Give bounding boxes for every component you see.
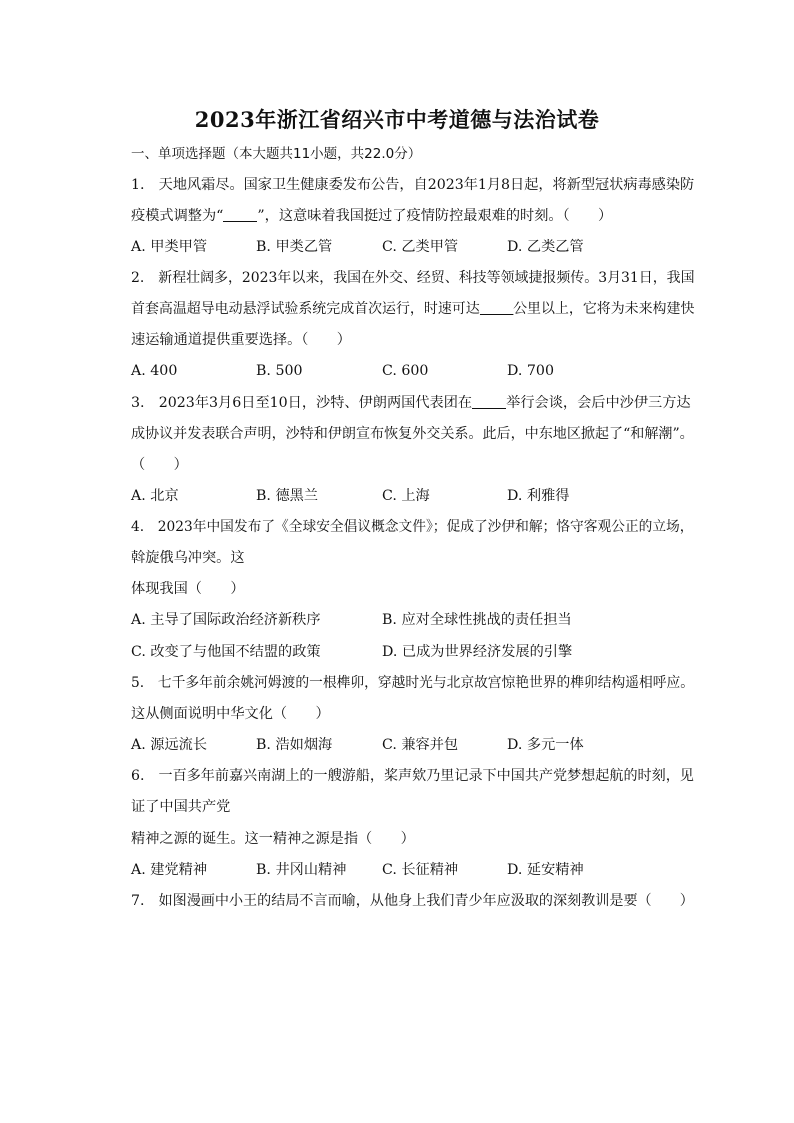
- question-3-line-2: 成协议并发表联合声明，沙特和伊朗宣布恢复外交关系。此后，中东地区掀起了“和解潮”。: [131, 426, 694, 442]
- option-a: A. 400: [131, 363, 178, 379]
- option-b: B. 500: [256, 363, 303, 379]
- question-1-text-a: 疫模式调整为“: [131, 208, 224, 224]
- option-d: D. 已成为世界经济发展的引擎: [382, 644, 573, 660]
- question-5-line-2: 这从侧面说明中华文化（ ）: [131, 706, 330, 722]
- question-1-text-b: ”，这意味着我国挺过了疫情防控最艰难的时刻。（ ）: [257, 208, 613, 224]
- option-b: B. 德黑兰: [256, 488, 319, 504]
- question-6-line-2: 证了中国共产党: [131, 799, 231, 815]
- question-3-line-1: [131, 393, 691, 413]
- question-3-line-3: （ ）: [131, 457, 188, 473]
- question-2-line-2: [131, 299, 694, 319]
- question-6-line-3: 精神之源的诞生。这一精神之源是指（ ）: [131, 831, 415, 847]
- question-3-text-b: 举行会谈，会后中沙伊三方达: [506, 395, 691, 411]
- question-2-line-1: 2. 新程壮阔多，2023年以来，我国在外交、经贸、科技等领域捷报频传。3月31日，我国: [131, 270, 695, 286]
- answer-blank: [480, 300, 513, 315]
- question-1-line-1: 1. 天地风霜尽。国家卫生健康委发布公告，自2023年1月8日起，将新型冠状病毒感染防: [131, 177, 695, 193]
- option-a: A. 甲类甲管: [131, 239, 208, 255]
- option-b: B. 浩如烟海: [256, 737, 333, 753]
- option-b: B. 甲类乙管: [256, 239, 333, 255]
- question-4-line-1: 4. 2023年中国发布了《全球安全倡议概念文件》；促成了沙伊和解；恪守客观公正的立场，: [131, 519, 694, 535]
- option-d: D. 延安精神: [507, 862, 584, 878]
- question-2-text-a: 首套高温超导电动悬浮试验系统完成首次运行，时速可达: [131, 301, 480, 317]
- option-c: C. 长征精神: [382, 862, 459, 878]
- question-6-line-1: 6. 一百多年前嘉兴南湖上的一艘游船，桨声欸乃里记录下中国共产党梦想起航的时刻，见: [131, 768, 694, 784]
- question-1-line-2: [131, 206, 612, 226]
- option-c: C. 乙类甲管: [382, 239, 459, 255]
- option-d: D. 乙类乙管: [507, 239, 584, 255]
- page-title: 2023年浙江省绍兴市中考道德与法治试卷: [194, 107, 600, 132]
- question-4-line-2: 斡旋俄乌冲突。这: [131, 550, 245, 566]
- option-d: D. 多元一体: [507, 737, 584, 753]
- question-4-line-3: 体现我国（ ）: [131, 581, 245, 597]
- section-heading: 一、单项选择题（本大题共11小题，共22.0分）: [131, 146, 422, 162]
- option-a: A. 主导了国际政治经济新秩序: [131, 612, 321, 628]
- option-a: A. 建党精神: [131, 862, 208, 878]
- question-2-text-b: 公里以上，它将为未来构建快: [513, 301, 695, 317]
- option-d: D. 利雅得: [507, 488, 570, 504]
- option-c: C. 600: [382, 363, 429, 379]
- option-b: B. 井冈山精神: [256, 862, 347, 878]
- option-c: C. 改变了与他国不结盟的政策: [131, 644, 321, 660]
- option-c: C. 上海: [382, 488, 430, 504]
- question-3-text-a: 3. 2023年3月6日至10日，沙特、伊朗两国代表团在: [131, 395, 473, 411]
- option-a: A. 源远流长: [131, 737, 208, 753]
- question-5-line-1: 5. 七千多年前余姚河姆渡的一根榫卯，穿越时光与北京故宫惊艳世界的榫卯结构遥相呼应。: [131, 675, 695, 691]
- question-2-line-3: 速运输通道提供重要选择。（ ）: [131, 332, 351, 348]
- option-d: D. 700: [507, 363, 554, 379]
- option-c: C. 兼容并包: [382, 737, 459, 753]
- option-b: B. 应对全球性挑战的责任担当: [382, 612, 572, 628]
- option-a: A. 北京: [131, 488, 179, 504]
- answer-blank: [472, 394, 506, 409]
- answer-blank: [223, 207, 257, 222]
- question-7-line-1: 7. 如图漫画中小王的结局不言而喻，从他身上我们青少年应汲取的深刻教训是要（ ）: [131, 893, 694, 909]
